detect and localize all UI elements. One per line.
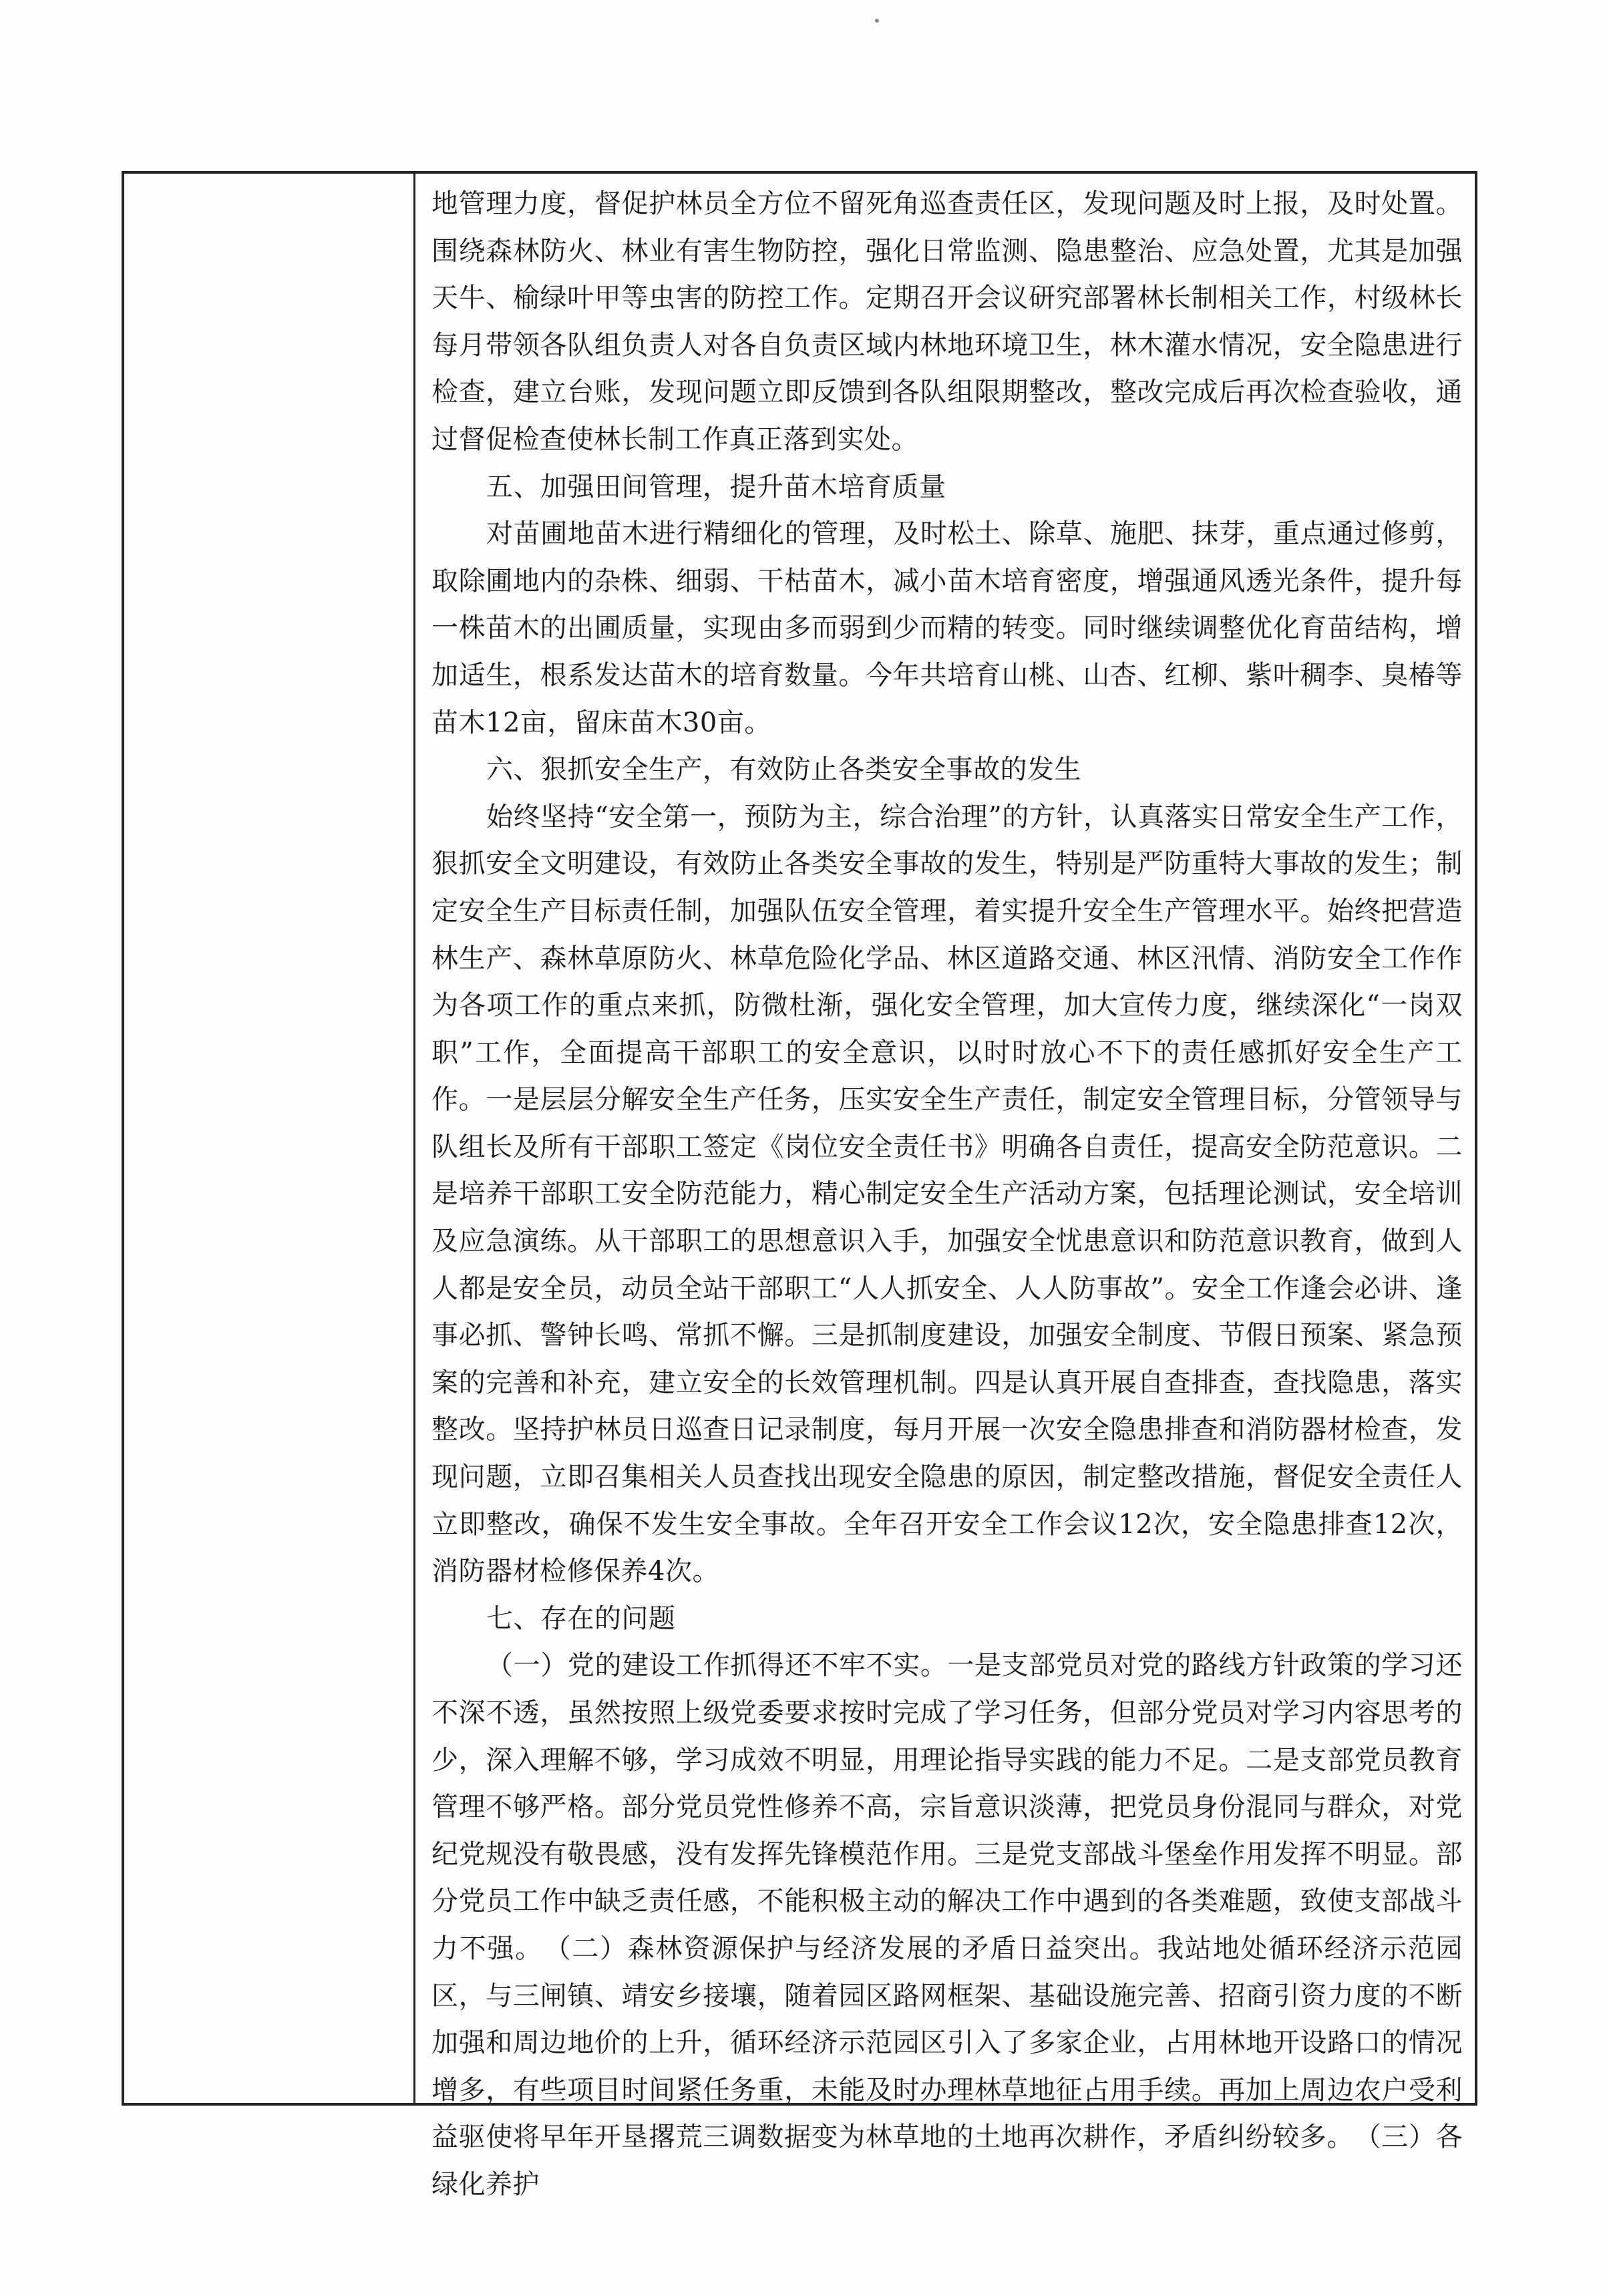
section-heading-6: 六、狠抓安全生产，有效防止各类安全事故的发生 xyxy=(486,754,1081,786)
form-label-cell xyxy=(124,174,415,2103)
section-heading-5: 五、加强田间管理，提升苗木培育质量 xyxy=(486,471,946,502)
paragraph-section-6: 始终坚持“安全第一，预防为主，综合治理”的方针，认真落实日常安全生产工作，狠抓安全文明建设，有效防止各类安全事故的发生，特别是严防重特大事故的发生；制定安全生产目标责任制，加强队伍安全管理，着实提升安全生产管理水平。始终把营造林生产、森林草原防火、林草危险化学品、林区道路交通、林区汛情、消防安全工作作为各项工作的重点来抓，防微杜渐，强化安全管理，加大宣传力度，继续深化“一岗双职”工作，全面提高干部职工的安全意识，以时时放心不下的责任感抓好安全生产工作。一是层层分解安全生产任务，压实安全生产责任，制定安全管理目标，分管领导与队组长及所有干部职工签定《岗位安全责任书》明确各自责任，提高安全防范意识。二是培养干部职工安全防范能力，精心制定安全生产活动方案，包括理论测试，安全培训及应急演练。从干部职工的思想意识入手，加强安全忧患意识和防范意识教育，做到人人都是安全员，动员全站干部职工“人人抓安全、人人防事故”。安全工作逢会必讲、逢事必抓、警钟长鸣、常抓不懈。三是抓制度建设，加强安全制度、节假日预案、紧急预案的完善和补充，建立安全的长效管理机制。四是认真开展自查排查，查找隐患，落实整改。坚持护林员日巡查日记录制度，每月开展一次安全隐患排查和消防器材检查，发现问题，立即召集相关人员查找出现安全隐患的原因，制定整改措施，督促安全责任人立即整改，确保不发生安全事故。全年召开安全工作会议12次，安全隐患排查12次，消防器材检修保养4次。 xyxy=(431,801,1463,1587)
paragraph-continued: 地管理力度，督促护林员全方位不留死角巡查责任区，发现问题及时上报，及时处置。围绕森林防火、林业有害生物防控，强化日常监测、隐患整治、应急处置，尤其是加强天牛、榆绿叶甲等虫害的防控工作。定期召开会议研究部署林长制相关工作，村级林长每月带领各队组负责人对各自负责区域内林地环境卫生，林木灌水情况，安全隐患进行检查，建立台账，发现问题立即反馈到各队组限期整改，整改完成后再次检查验收，通过督促检查使林长制工作真正落到实处。 xyxy=(431,188,1463,455)
section-heading-7: 七、存在的问题 xyxy=(486,1603,676,1634)
paragraph-section-5: 对苗圃地苗木进行精细化的管理，及时松土、除草、施肥、抹芽，重点通过修剪，取除圃地内的杂株、细弱、干枯苗木，减小苗木培育密度，增强通风透光条件，提升每一株苗木的出圃质量，实现由多而弱到少而精的转变。同时继续调整优化育苗结构，增加适生，根系发达苗木的培育数量。今年共培育山桃、山杏、红柳、紫叶稠李、臭椿等苗木12亩，留床苗木30亩。 xyxy=(431,518,1463,738)
form-table xyxy=(122,171,1477,2200)
form-content-cell xyxy=(415,174,1475,2200)
paragraph-section-7: （一）党的建设工作抓得还不牢不实。一是支部党员对党的路线方针政策的学习还不深不透，虽然按照上级党委要求按时完成了学习任务，但部分党员对学习内容思考的少，深入理解不够，学习成效不明显，用理论指导实践的能力不足。二是支部党员教育管理不够严格。部分党员党性修养不高，宗旨意识淡薄，把党员身份混同与群众，对党纪党规没有敬畏感，没有发挥先锋模范作用。三是党支部战斗堡垒作用发挥不明显。部分党员工作中缺乏责任感，不能积极主动的解决工作中遇到的各类难题，致使支部战斗力不强。 （二）森林资源保护与经济发展的矛盾日益突出。我站地处循环经济示范园区，与三闸镇、靖安乡接壤，随着园区路网框架、基础设施完善、招商引资力度的不断加强和周边地价的上升，循环经济示范园区引入了多家企业，占用林地开设路口的情况增多，有些项目时间紧任务重，未能及时办理林草地征占用手续。再加上周边农户受利益驱使将早年开垦撂荒三调数据变为林草地的土地再次耕作，矛盾纠纷较多。 （三）各绿化养护 xyxy=(431,1650,1463,2200)
scan-speck xyxy=(875,19,879,23)
